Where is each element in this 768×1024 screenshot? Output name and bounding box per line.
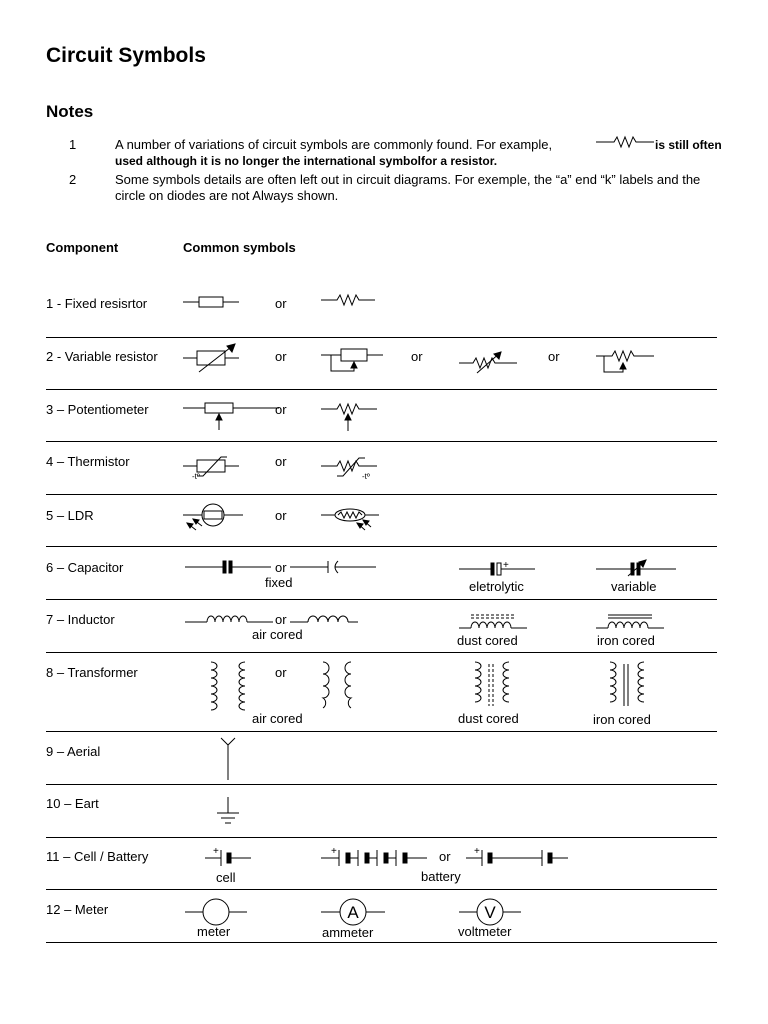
note-text: is still often [655,138,722,152]
row-label: 1 - Fixed resisrtor [46,296,148,311]
dust-cored-transformer-icon [465,660,521,710]
air-cored-inductor-humps-icon [290,612,358,626]
thermistor-temp-label: -tº [192,472,200,481]
plus-sign: + [474,846,480,857]
row-label: 5 – LDR [46,508,94,523]
meter-icon [185,898,247,926]
ammeter-icon [321,898,385,926]
air-cored-transformer-icon [203,660,253,710]
symbol-caption: dust cored [457,633,518,648]
row-divider [46,546,717,547]
battery-icon [321,846,427,866]
row-label: 9 – Aerial [46,744,101,759]
or-label: or [275,296,287,311]
row-label: 2 - Variable resistor [46,349,158,364]
potentiometer-icon [183,400,279,432]
row-label: 6 – Capacitor [46,560,124,575]
ammeter-letter: A [347,903,359,922]
thermistor-icon [183,455,239,481]
row-divider [46,889,717,890]
or-label: or [411,349,423,364]
electrolytic-capacitor-icon [459,560,535,576]
resistor-zigzag-icon [596,135,654,149]
symbol-caption: eletrolytic [469,579,524,594]
page-title: Circuit Symbols [46,44,206,67]
air-cored-transformer-humps-icon [313,660,357,710]
or-label: or [439,849,451,864]
potentiometer-zigzag-icon [321,401,377,433]
symbol-caption: dust cored [458,711,519,726]
row-label: 12 – Meter [46,902,109,917]
row-label: 4 – Thermistor [46,454,130,469]
or-label: or [548,349,560,364]
row-divider [46,599,717,600]
or-label: or [275,349,287,364]
note-number: 2 [69,172,77,187]
symbol-caption: ammeter [322,925,374,940]
note-text: A number of variations of circuit symbols are commonly found. For example, [115,137,553,152]
row-divider [46,494,717,495]
symbol-caption: air cored [252,627,303,642]
plus-sign: + [213,846,219,857]
plus-sign: + [503,560,509,571]
symbol-caption: cell [216,870,236,885]
note-text: Some symbols details are often left out in circuit diagrams. For exemple, the “a” end “k” labels and the circle on diodes are not Always shown. [115,172,701,203]
aerial-icon [218,737,238,781]
symbol-caption: variable [611,579,657,594]
earth-icon [214,797,242,829]
thermistor-zigzag-icon [321,455,377,481]
column-header-symbols: Common symbols [183,240,296,255]
or-label: or [275,402,287,417]
variable-resistor-zigzag-icon [459,348,517,374]
or-label: or [275,665,287,680]
variable-capacitor-icon [596,558,676,578]
row-label: 7 – Inductor [46,612,115,627]
ldr-zigzag-icon [321,503,379,533]
note-number: 1 [69,137,77,152]
or-label: or [275,560,287,575]
row-label: 3 – Potentiometer [46,402,149,417]
rheostat-zigzag-icon [596,346,654,374]
row-divider [46,942,717,943]
row-label: 8 – Transformer [46,665,138,680]
iron-cored-transformer-icon [600,660,656,710]
capacitor-icon [185,560,271,574]
symbol-caption: battery [421,869,461,884]
capacitor-curved-icon [290,560,376,574]
cell-icon [205,846,251,866]
resistor-zigzag-icon [321,293,375,307]
voltmeter-icon [459,898,521,926]
symbol-caption: meter [197,924,231,939]
or-label: or [275,454,287,469]
row-divider [46,389,717,390]
dust-cored-inductor-icon [459,612,527,632]
symbol-caption: fixed [265,575,293,590]
voltmeter-letter: V [484,903,496,922]
symbol-caption: iron cored [597,633,655,648]
row-divider [46,731,717,732]
symbol-caption: iron cored [593,712,651,727]
plus-sign: + [331,846,337,857]
notes-heading: Notes [46,102,94,121]
column-header-component: Component [46,240,119,255]
note-text: used although it is no longer the international symbolfor a resistor. [115,154,498,168]
symbol-caption: voltmeter [458,924,512,939]
row-label: 11 – Cell / Battery [46,849,149,864]
fixed-resistor-icon [183,296,239,308]
symbol-caption: air cored [252,711,303,726]
thermistor-temp-label: -tº [362,472,370,481]
row-divider [46,337,717,338]
air-cored-inductor-icon [185,612,273,626]
row-divider [46,652,717,653]
variable-resistor-icon [183,341,239,375]
or-label: or [275,612,287,627]
row-divider [46,441,717,442]
ldr-icon [183,503,243,535]
row-divider [46,784,717,785]
rheostat-icon [321,343,383,375]
iron-cored-inductor-icon [596,612,664,632]
row-label: 10 – Eart [46,796,99,811]
or-label: or [275,508,287,523]
row-divider [46,837,717,838]
battery-long-icon [466,846,568,866]
